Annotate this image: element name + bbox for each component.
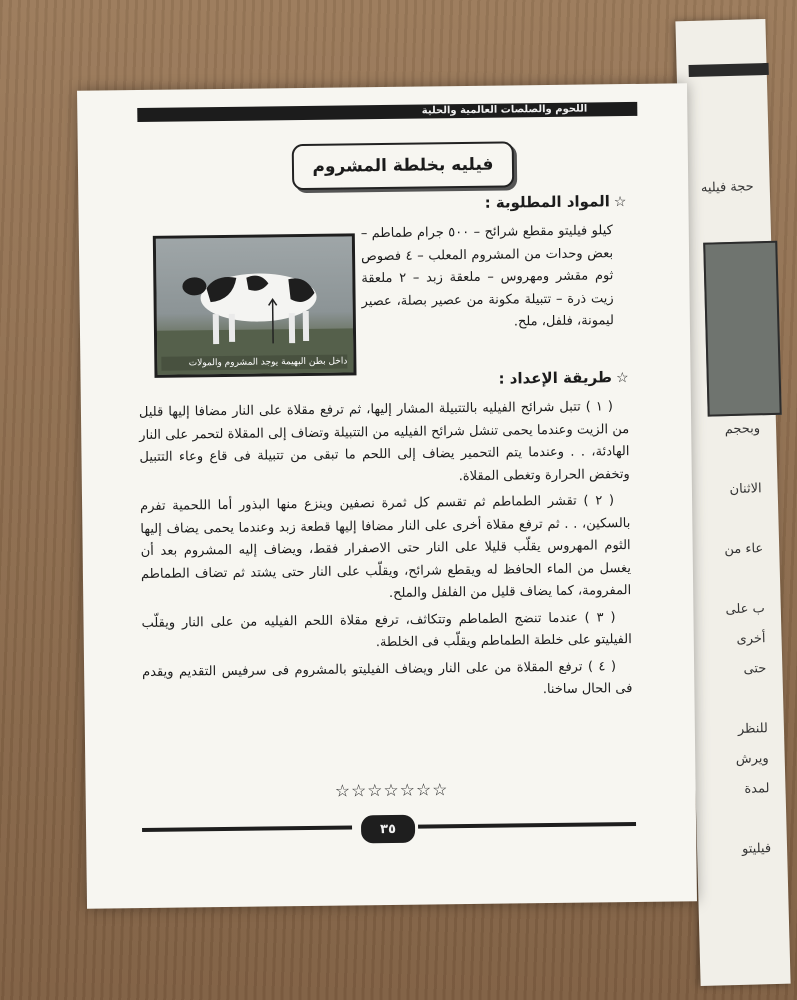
method-steps	[139, 396, 633, 710]
ingredients-heading-label: المواد المطلوبة :	[484, 192, 610, 212]
facing-page-text-line: عاء من	[724, 541, 764, 558]
facing-page-text-line: فيليتو	[741, 841, 772, 857]
facing-page-text-line: للنظر	[737, 721, 769, 737]
facing-page-text-line: ويرش	[735, 751, 769, 768]
recipe-title: فيليه بخلطة المشروم	[292, 141, 515, 190]
star-icon: ☆	[615, 370, 629, 387]
facing-page-text-line: وبحجم	[724, 421, 761, 438]
method-step: ( ٣ ) عندما تنضج الطماطم وتتكاثف، ترفع مقلاة اللحم الفيليه من على النار ويقلّب الفيليتو على خلطة الطماطم ويقلّب فى الخلطة.	[141, 609, 632, 651]
footer-rule	[418, 822, 636, 829]
star-icon: ☆	[613, 194, 627, 211]
method-heading-label: طريقة الإعداد :	[498, 368, 613, 388]
running-head: اللحوم والصلصات العالمية والحلية	[137, 102, 637, 122]
method-heading	[498, 368, 628, 388]
facing-page-photo	[703, 241, 782, 417]
method-step: ( ٤ ) ترفع المقلاة من على النار ويضاف الفيليتو بالمشروم فى سرفيس التقديم ويقدم فى الحال ساخنا.	[142, 658, 633, 698]
method-step: ( ٢ ) تقشر الطماطم ثم تقسم كل ثمرة نصفين وينزع منها البذور أما اللحمية تفرم بالسكين، . . ثم ترفع مقلاة أخرى على النار مضافا إليها قطعة زبد وعندما يحمى يضاف إليها الثوم المهروس يقلّب قليلا على النار حتى الاصفرار فقط، ويضاف إليه المشروم بعد أن يغسل من الماء الحافظ له ويقطع شرائح، ويقلّب على النار حتى يشتد ثم تضاف الطماطم المفرومة، كما يضاف قليل من الفلفل والملح.	[140, 493, 632, 601]
facing-page-text-line: لمدة	[744, 781, 770, 797]
facing-page-text-line: الاثنان	[729, 481, 762, 498]
star-ornament: ☆☆☆☆☆☆☆	[334, 780, 449, 802]
cow-illustration	[176, 259, 337, 351]
facing-page-text-line: حتى	[743, 661, 767, 677]
facing-page-text-line: حجة فيليه	[700, 179, 754, 196]
facing-page-text-line: أخرى	[736, 631, 766, 647]
page-number: ٣٥	[361, 815, 415, 844]
facing-page-running-head-bar	[689, 63, 769, 77]
cow-photo	[153, 233, 357, 377]
photo-caption: داخل بطن البهيمة يوجد المشروم والمولات	[161, 354, 347, 370]
ingredients-heading	[485, 192, 627, 212]
facing-page-text-line: ب على	[725, 601, 765, 618]
method-step: ( ١ ) تتبل شرائح الفيليه بالتتبيلة المشار إليها، ثم ترفع مقلاة على النار مضافا إليها قليل من الزيت وعندما يحمى تنشل شرائح الفيليه من التتبيلة وتضاف إلى المقلاة لتحمر على النار الهادئة، . . وعندما يتم التحمير يضاف إلى اللحم ما تبقى من تتبيلة فى قاع وعاء التتبيل وتخفض الحرارة وتغطى المقلاة.	[138, 399, 630, 484]
ingredients-text: كيلو فيليتو مقطع شرائح – ٥٠٠ جرام طماطم – بعض وحدات من المشروم المعلب – ٤ فصوص ثوم مقشر ومهروس – ملعقة زبد – ٢ ملعقة زيت ذرة – تتبيلة مكونة من عصير بصلة، عصير ليمونة، فلفل، ملح.	[360, 223, 614, 330]
book-page	[77, 83, 697, 908]
footer-rule	[142, 825, 352, 832]
